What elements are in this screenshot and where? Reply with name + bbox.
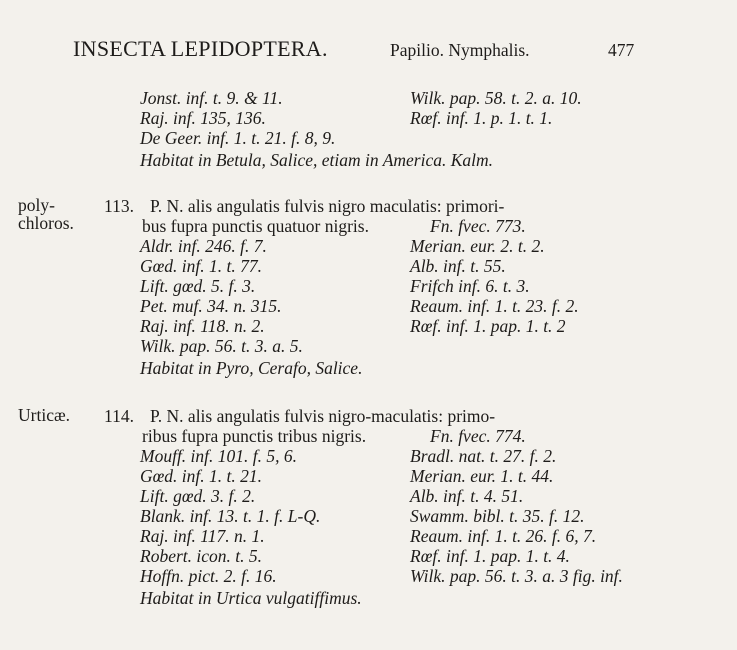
reference-right: Frifch inf. 6. t. 3. bbox=[410, 276, 530, 296]
species-description: bus fupra punctis quatuor nigris. bbox=[142, 216, 369, 236]
reference-left: Raj. inf. 135, 136. bbox=[140, 108, 266, 128]
page-number: 477 bbox=[608, 40, 635, 60]
running-header-genus: Papilio. Nymphalis. bbox=[390, 40, 530, 60]
reference-right: Bradl. nat. t. 27. f. 2. bbox=[410, 446, 557, 466]
species-description: P. N. alis angulatis fulvis nigro maculatis: primori- bbox=[150, 196, 505, 216]
reference-right: Alb. inf. t. 4. 51. bbox=[410, 486, 524, 506]
reference-right: Rœf. inf. 1. pap. 1. t. 2 bbox=[410, 316, 566, 336]
reference-right: Rœf. inf. 1. p. 1. t. 1. bbox=[410, 108, 553, 128]
margin-species-name bbox=[18, 196, 74, 232]
species-number: 113. bbox=[104, 196, 134, 216]
habitat-line: Habitat in Urtica vulgatiffimus. bbox=[140, 588, 362, 608]
reference-left: Jonst. inf. t. 9. & 11. bbox=[140, 88, 283, 108]
running-header-title: INSECTA LEPIDOPTERA. bbox=[73, 36, 328, 61]
habitat-line: Habitat in Betula, Salice, etiam in America. Kalm. bbox=[140, 150, 494, 170]
reference-left: Aldr. inf. 246. f. 7. bbox=[140, 236, 267, 256]
reference-left: Raj. inf. 118. n. 2. bbox=[140, 316, 265, 336]
reference-left: Robert. icon. t. 5. bbox=[140, 546, 262, 566]
reference-right: Wilk. pap. 56. t. 3. a. 3 fig. inf. bbox=[410, 566, 623, 586]
reference-right: Alb. inf. t. 55. bbox=[410, 256, 506, 276]
reference-left: Gœd. inf. 1. t. 77. bbox=[140, 256, 263, 276]
species-description: ribus fupra punctis tribus nigris. bbox=[142, 426, 367, 446]
reference-left: Lift. gœd. 3. f. 2. bbox=[140, 486, 256, 506]
fauna-reference: Fn. fvec. 774. bbox=[430, 426, 526, 446]
species-number: 114. bbox=[104, 406, 134, 426]
reference-right: Merian. eur. 1. t. 44. bbox=[410, 466, 554, 486]
margin-species-name: Urticæ. bbox=[18, 405, 71, 425]
reference-left: Raj. inf. 117. n. 1. bbox=[140, 526, 265, 546]
reference-right: Wilk. pap. 58. t. 2. a. 10. bbox=[410, 88, 582, 108]
reference-right: Reaum. inf. 1. t. 26. f. 6, 7. bbox=[410, 526, 597, 546]
reference-left: Hoffn. pict. 2. f. 16. bbox=[140, 566, 277, 586]
reference-left: De Geer. inf. 1. t. 21. f. 8, 9. bbox=[140, 128, 336, 148]
reference-left: Wilk. pap. 56. t. 3. a. 5. bbox=[140, 336, 303, 356]
habitat-line: Habitat in Pyro, Cerafo, Salice. bbox=[140, 358, 363, 378]
fauna-reference: Fn. fvec. 773. bbox=[430, 216, 526, 236]
reference-left: Lift. gœd. 5. f. 3. bbox=[140, 276, 256, 296]
reference-right: Reaum. inf. 1. t. 23. f. 2. bbox=[410, 296, 579, 316]
species-description: P. N. alis angulatis fulvis nigro-maculatis: primo- bbox=[150, 406, 496, 426]
reference-left: Pet. muf. 34. n. 315. bbox=[140, 296, 282, 316]
margin-name-part: chloros. bbox=[18, 213, 74, 233]
reference-right: Swamm. bibl. t. 35. f. 12. bbox=[410, 506, 585, 526]
reference-right: Merian. eur. 2. t. 2. bbox=[410, 236, 545, 256]
margin-name-part: poly- bbox=[18, 195, 55, 215]
reference-left: Blank. inf. 13. t. 1. f. L-Q. bbox=[140, 506, 321, 526]
reference-left: Gœd. inf. 1. t. 21. bbox=[140, 466, 263, 486]
reference-right: Rœf. inf. 1. pap. 1. t. 4. bbox=[410, 546, 570, 566]
reference-left: Mouff. inf. 101. f. 5, 6. bbox=[140, 446, 298, 466]
